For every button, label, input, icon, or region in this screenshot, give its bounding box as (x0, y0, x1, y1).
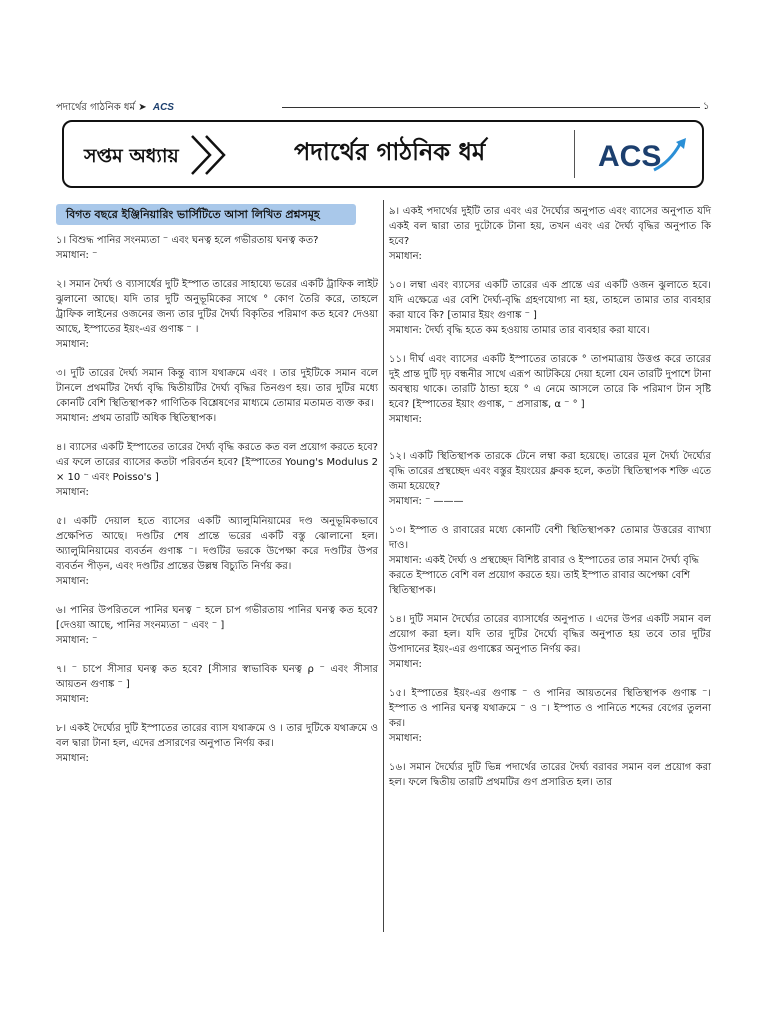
question-2: ২। সমান দৈর্ঘ্য ও ব্যাসার্ধের দুটি ইস্পাত তারের সাহায্যে ভরের একটি ট্রাফিক লাইট ঝুলানো আছে। যদি তার দুটি অনুভূমিকের সাথে ° কোণ তৈরি করে, তাহলে ট্রাফিক লাইনের ওজনের জন্য তার দুটির দৈর্ঘ্য বিকৃতির পরিমাণ কত হবে? দেওয়া আছে, ইস্পাতের ইয়ং-এর গুণাঙ্ক ⁻ । (56, 279, 378, 335)
question-8: ৮। একই দৈর্ঘ্যের দুটি ইস্পাতের তারের ব্যাস যথাক্রমে ও । তার দুটিকে যথাক্রমে ও বল দ্বারা টানা হল, এদের প্রসারণের অনুপাত নির্ণয় কর। (56, 723, 378, 749)
section-heading: বিগত বছরে ইঞ্জিনিয়ারিং ভার্সিটিতে আসা লিখিত প্রশ্নসমূহ (56, 204, 356, 225)
solution-2: সমাধান: (56, 339, 89, 350)
column-divider (383, 200, 384, 932)
solution-10: সমাধান: দৈর্ঘ্য বৃদ্ধি হতে কম হওয়ায় তামার তার ব্যবহার করা যাবে। (389, 325, 650, 336)
question-15: ১৫। ইস্পাতের ইয়ং-এর গুণাঙ্ক ⁻ ও পানির আয়তনের স্থিতিস্থাপক গুণাঙ্ক ⁻। ইস্পাত ও পানির ঘনত্ব যথাক্রমে ⁻ ও ⁻। ইস্পাত ও পানিতে শব্দের বেগের তুলনা কর। (389, 688, 711, 729)
acs-logo (596, 132, 696, 178)
running-head (56, 100, 174, 117)
question-3: ৩। দুটি তারের দৈর্ঘ্য সমান কিন্তু ব্যাস যথাক্রমে এবং । তার দুইটিকে সমান বলে টানলে প্রথমটির দৈর্ঘ্য বৃদ্ধি দ্বিতীয়টির দৈর্ঘ্য বৃদ্ধির তিনগুণ হয়। তার দুটির মধ্যে কোনটি বেশি স্থিতিস্থাপক? গাণিতিক বিশ্লেষণের মাধ্যমে তোমার মতামত ব্যক্ত কর। (56, 368, 378, 409)
chevron-right-icon (188, 132, 234, 178)
solution-11: সমাধান: (389, 414, 422, 425)
question-9: ৯। একই পদার্থের দুইটি তার এবং এর দৈর্ঘ্যের অনুপাত এবং ব্যাসের অনুপাত যদি একই বল দ্বারা তার দুটোকে টানা হয়, তখন এবং এর দৈর্ঘ্য বৃদ্ধির অনুপাত কি হবে? (389, 206, 711, 247)
question-5: ৫। একটি দেয়াল হতে ব্যাসের একটি অ্যালুমিনিয়ামের দণ্ড অনুভূমিকভাবে প্রক্ষেপিত আছে। দণ্ডটির শেষ প্রান্তে ভরের একটি বস্তু ঝোলানো হল। অ্যালুমিনিয়ামের ব্যবর্তন গুণাঙ্ক ⁻। দণ্ডটির ভরকে উপেক্ষা করে দণ্ডটির উপর ব্যবর্তন পীড়ন, এবং দণ্ডটির প্রান্তের উল্লম্ব বিচ্যুতি নির্ণয় কর। (56, 516, 378, 572)
question-10: ১০। লম্বা এবং ব্যাসের একটি তারের এক প্রান্তে এর একটি ওজন ঝুলাতে হবে। যদি এক্ষেত্রে এর বেশি দৈর্ঘ্য-বৃদ্ধি গ্রহণযোগ্য না হয়, তাহলে তামার তার ব্যবহার করা যাবে কি? [তামার ইয়ং গুণাঙ্ক ⁻ ] (389, 280, 711, 321)
banner-divider (574, 130, 575, 178)
solution-8: সমাধান: (56, 753, 89, 764)
left-column (56, 204, 378, 766)
question-1: ১। বিশুদ্ধ পানির সংনম্যতা ⁻ এবং ঘনত্ব হলে গভীরতায় ঘনত্ব কত? (56, 235, 319, 246)
solution-7: সমাধান: (56, 694, 89, 705)
solution-4: সমাধান: (56, 487, 89, 498)
right-column (389, 204, 711, 790)
solution-15: সমাধান: (389, 733, 422, 744)
solution-12: সমাধান: ⁻ ——— (389, 496, 464, 507)
question-13: ১৩। ইস্পাত ও রাবারের মধ্যে কোনটি বেশী স্থিতিস্থাপক? তোমার উত্তরের ব্যাখ্যা দাও। (389, 525, 711, 551)
chapter-label: সপ্তম অধ্যায় (84, 145, 179, 167)
question-11: ১১। দীর্ঘ এবং ব্যাসের একটি ইস্পাতের তারকে ° তাপমাত্রায় উত্তপ্ত করে তারের দুই প্রান্ত দুটি দৃঢ় বন্ধনীর সাথে এরূপ আটকিয়ে দেয়া হলো যেন তারটি দুপাশে টানা অবস্থায় থাকে। তারটি ঠান্ডা হয়ে ° এ নেমে আসলে তারে কি পরিমাণ টান সৃষ্টি হবে? [ইস্পাতের ইয়াং গুণাঙ্ক, ⁻ প্রসারাঙ্ক, α ⁻ ° ] (389, 354, 711, 410)
question-7: ৭। ⁻ চাপে সীসার ঘনত্ব কত হবে? [সীসার স্বাভাবিক ঘনত্ব ρ ⁻ এবং সীসার আয়তন গুণাঙ্ক ⁻ ] (56, 664, 378, 690)
solution-1: সমাধান: ⁻ (56, 250, 98, 261)
question-4: ৪। ব্যাসের একটি ইস্পাতের তারের দৈর্ঘ্য বৃদ্ধি করতে কত বল প্রয়োগ করতে হবে? এর ফলে তারের ব্যাসের কতটা পরিবর্তন হবে? [ইস্পাতের Young's Modulus 2 × 10 ⁻ এবং Poisso's ] (56, 442, 378, 483)
running-title: পদার্থের গাঠনিক ধর্ম (56, 102, 136, 113)
question-6: ৬। পানির উপরিতলে পানির ঘনত্ব ⁻ হলে চাপ গভীরতায় পানির ঘনত্ব কত হবে? [দেওয়া আছে, পানির সংনম্যতা ⁻ এবং ⁻ ] (56, 605, 378, 631)
solution-3: সমাধান: প্রথম তারটি অধিক স্থিতিস্থাপক। (56, 413, 217, 424)
running-logo: ACS (152, 102, 174, 113)
chapter-banner (62, 120, 704, 188)
question-16: ১৬। সমান দৈর্ঘ্যের দুটি ভিন্ন পদার্থের তারের দৈর্ঘ্য বরাবর সমান বল প্রয়োগ করা হল। ফলে দ্বিতীয় তারটি প্রথমটির গুণ প্রসারিত হল। তার (389, 762, 711, 788)
solution-14: সমাধান: (389, 659, 422, 670)
question-14: ১৪। দুটি সমান দৈর্ঘ্যের তারের ব্যাসার্ধের অনুপাত । এদের উপর একটি সমান বল প্রয়োগ করা হল। যদি তার দুটির দৈর্ঘ্যে বৃদ্ধির অনুপাত হয় তবে তার দুটির উপাদানের ইয়ং-এর গুণাঙ্কের অনুপাত নির্ণয় কর। (389, 614, 711, 655)
chapter-title: পদার্থের গাঠনিক ধর্ম (294, 138, 486, 166)
header-rule (282, 107, 700, 108)
solution-5: সমাধান: (56, 576, 89, 587)
solution-9: সমাধান: (389, 251, 422, 262)
page-number: ১ (703, 101, 710, 112)
acs-logo-text: ACS (598, 140, 662, 173)
running-arrow-icon: ➤ (138, 102, 147, 113)
solution-6: সমাধান: ⁻ (56, 635, 98, 646)
question-12: ১২। একটি স্থিতিস্থাপক তারকে টেনে লম্বা করা হয়েছে। তারের মূল দৈর্ঘ্য দৈর্ঘ্যের বৃদ্ধি তারের প্রস্থচ্ছেদ এবং বস্তুর ইয়ংয়ের ধ্রুবক হলে, কতটা স্থিতিস্থাপক শক্তি এতে জমা হয়েছে? (389, 451, 711, 492)
solution-13: সমাধান: একই দৈর্ঘ্য ও প্রস্থচ্ছেদ বিশিষ্ট রাবার ও ইস্পাতের তার সমান দৈর্ঘ্য বৃদ্ধি করতে ইস্পাতে বেশি বল প্রয়োগ করতে হয়। তাই ইস্পাত রাবার অপেক্ষা বেশি স্থিতিস্থাপক। (389, 555, 699, 596)
